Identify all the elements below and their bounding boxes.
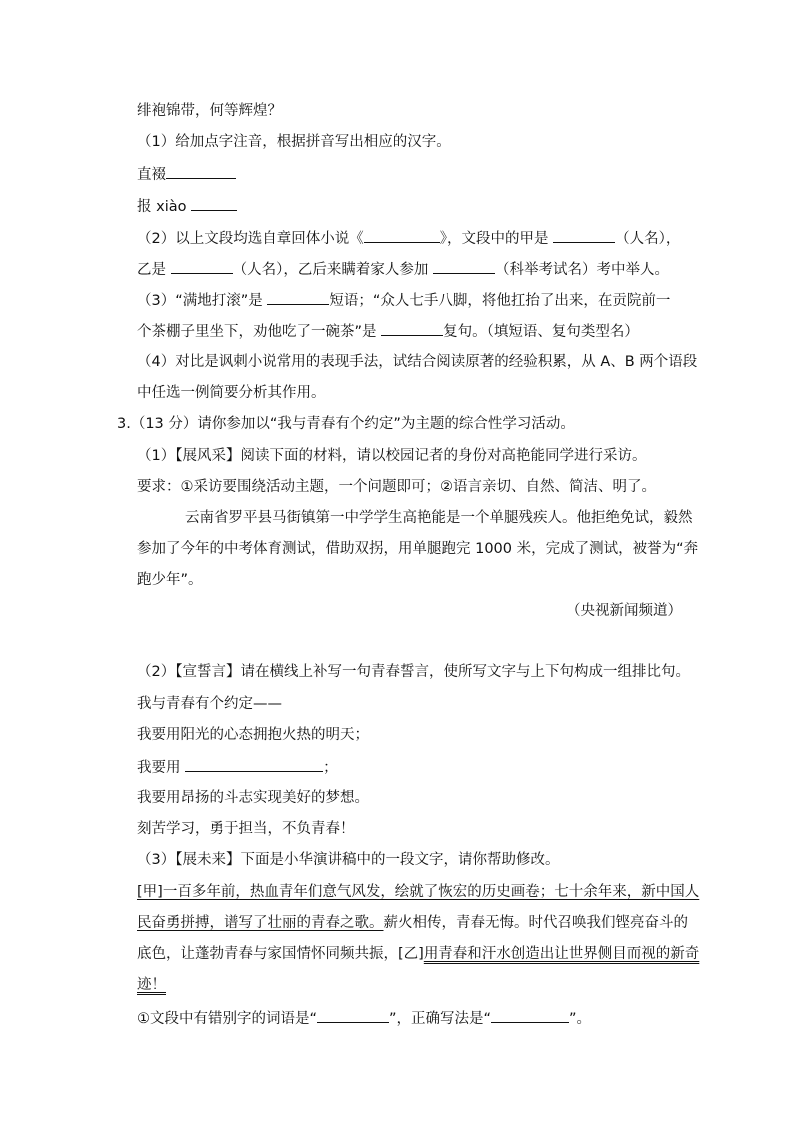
material-line-2: 参加了今年的中考体育测试，借助双拐，用单腿跑完 1000 米，完成了测试，被誉为“奔 bbox=[137, 541, 699, 557]
question-2-line-2 bbox=[137, 259, 669, 280]
task-1-prompt: （1）【展风采】阅读下面的材料，请以校园记者的身份对高艳能同学进行采访。 bbox=[137, 448, 647, 464]
answer-blank[interactable] bbox=[433, 259, 495, 274]
task-1-requirements: 要求：①采访要围绕活动主题，一个问题即可；②语言亲切、自然、简洁、明了。 bbox=[137, 479, 656, 495]
speech-line-4: 迹！ bbox=[137, 977, 166, 993]
speech-line-2 bbox=[137, 913, 688, 933]
question-3-line-2 bbox=[137, 321, 639, 342]
text-segment: 薪火相传，青春无悔。时代召唤我们铿亮奋斗的 bbox=[383, 915, 688, 931]
text-segment: 》，文段中的甲是 bbox=[439, 231, 549, 247]
item-label: 报 xiào bbox=[137, 199, 187, 215]
pledge-line-3: 我要用昂扬的斗志实现美好的梦想。 bbox=[137, 790, 369, 806]
task-2-prompt: （2）【宣誓言】请在横线上补写一句青春誓言，使所写文字与上下句构成一组排比句。 bbox=[137, 664, 690, 680]
question-4-line-2: 中任选一例简要分析其作用。 bbox=[137, 385, 326, 401]
text-line: 绯袍锦带，何等辉煌？ bbox=[137, 103, 282, 119]
answer-blank[interactable] bbox=[191, 196, 237, 211]
material-line-1: 云南省罗平县马街镇第一中学学生高艳能是一个单腿残疾人。他拒绝免试，毅然 bbox=[185, 510, 693, 526]
text-segment: 用青春和汗水创造出让世界侧目而视的新奇 bbox=[423, 946, 700, 962]
text-segment: ”，正确写法是“ bbox=[389, 1011, 492, 1027]
answer-blank[interactable] bbox=[166, 164, 236, 179]
question-1-prompt: （1）给加点字注音，根据拼音写出相应的汉字。 bbox=[137, 134, 451, 150]
task-3-prompt: （3）【展未来】下面是小华演讲稿中的一段文字，请你帮助修改。 bbox=[137, 852, 560, 868]
answer-blank[interactable] bbox=[381, 321, 443, 336]
text-segment: ”。 bbox=[569, 1011, 592, 1027]
text-segment: 复句。（填短语、复句类型名） bbox=[443, 324, 639, 340]
wrong-word-blank[interactable] bbox=[317, 1008, 389, 1023]
question-4-line-1: （4）对比是讽刺小说常用的表现手法，试结合阅读原著的经验积累，从 A、B 两个语段 bbox=[137, 354, 698, 370]
text-segment: （人名），乙后来瞒着家人参加 bbox=[232, 262, 429, 278]
answer-blank[interactable] bbox=[267, 290, 329, 305]
answer-blank[interactable] bbox=[171, 259, 233, 274]
pledge-line-1: 我要用阳光的心态拥抱火热的明天； bbox=[137, 727, 369, 743]
text-segment: 我要用 bbox=[137, 760, 181, 776]
text-segment: 乙是 bbox=[137, 262, 166, 278]
answer-blank[interactable] bbox=[553, 228, 615, 243]
item-label: 直裰 bbox=[137, 167, 166, 183]
question-2-line-1 bbox=[137, 228, 680, 249]
task-3-question-1 bbox=[137, 1008, 591, 1029]
correct-word-blank[interactable] bbox=[491, 1008, 569, 1023]
text-segment: ； bbox=[323, 760, 338, 776]
question-3-title: 3.（13 分）请你参加以“我与青春有个约定”为主题的综合性学习活动。 bbox=[117, 416, 575, 432]
text-segment: （科举考试名）考中举人。 bbox=[494, 262, 669, 278]
question-3-line-1 bbox=[137, 290, 670, 311]
speech-line-3 bbox=[137, 944, 699, 964]
item-baoxiao bbox=[137, 196, 237, 217]
text-segment: 民奋勇拼搏，谱写了壮丽的青春之歌。 bbox=[137, 915, 384, 931]
answer-blank[interactable] bbox=[364, 228, 440, 243]
text-segment: ①文段中有错别字的词语是“ bbox=[137, 1011, 318, 1027]
text-segment: 底色，让蓬勃青春与家国情怀同频共振，[乙] bbox=[137, 946, 424, 962]
pledge-line-2 bbox=[137, 757, 338, 778]
material-line-3: 跑少年”。 bbox=[137, 572, 203, 588]
text-segment: 个茶棚子里坐下，劝他吃了一碗茶”是 bbox=[137, 324, 377, 340]
pledge-intro: 我与青春有个约定—— bbox=[137, 696, 282, 712]
pledge-closing: 刻苦学习，勇于担当，不负青春！ bbox=[137, 821, 355, 837]
text-segment: （3）“满地打滚”是 bbox=[137, 293, 263, 309]
item-zhiduo bbox=[137, 164, 236, 185]
material-source: （央视新闻频道） bbox=[566, 603, 682, 619]
text-segment: （2）以上文段均选自章回体小说《 bbox=[137, 231, 364, 247]
text-segment: （人名）， bbox=[615, 231, 681, 247]
text-segment: 短语；“众人七手八脚，将他扛抬了出来，在贡院前一 bbox=[329, 293, 671, 309]
speech-line-1: [甲]一百多年前，热血青年们意气风发，绘就了恢宏的历史画卷；七十余年来，新中国人 bbox=[137, 884, 700, 900]
pledge-answer-blank[interactable] bbox=[185, 757, 323, 772]
